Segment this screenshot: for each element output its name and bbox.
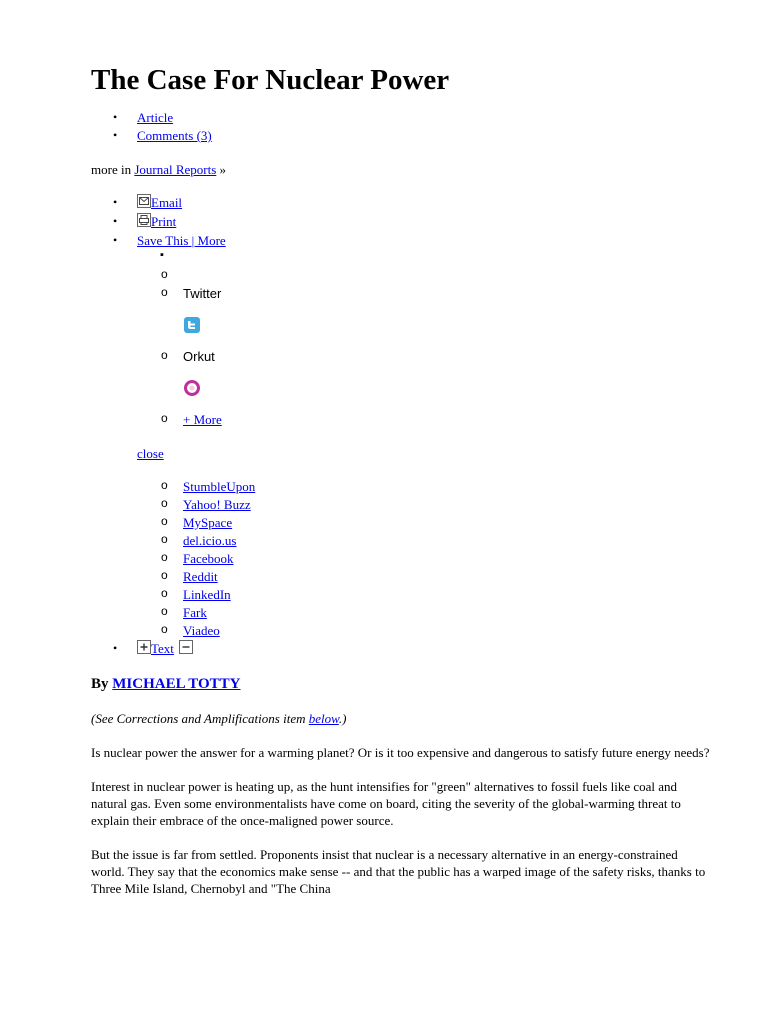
article-tools <box>91 194 711 659</box>
print-link[interactable]: Print <box>151 214 177 229</box>
share-facebook[interactable]: Facebook <box>183 551 234 566</box>
twitter-label: Twitter <box>183 286 222 301</box>
share-reddit[interactable]: Reddit <box>183 569 218 584</box>
text-increase-icon[interactable] <box>137 640 151 654</box>
body-paragraph-1: Is nuclear power the answer for a warming planet? Or is it too expensive and dangerous to satisfy future energy needs? <box>91 745 710 760</box>
text-size-link[interactable]: Text <box>151 641 174 656</box>
tab-comments[interactable]: Comments (3) <box>137 128 212 143</box>
article-page <box>91 62 711 897</box>
body-paragraph-2: Interest in nuclear power is heating up, as the hunt intensifies for "green" alternatives to fossil fuels like coal and natural gas. Even some environmentalists have come on board, citing the severity of the global-warming threat to explain their embrace of the once-maligned power source. <box>91 779 681 828</box>
save-this-link[interactable]: Save This | More <box>137 233 226 248</box>
journal-reports-link[interactable]: Journal Reports <box>134 162 217 177</box>
share-linkedin[interactable]: LinkedIn <box>183 587 231 602</box>
close-link[interactable]: close <box>137 446 164 461</box>
share-delicious[interactable]: del.icio.us <box>183 533 237 548</box>
share-yahoo-buzz[interactable]: Yahoo! Buzz <box>183 497 251 512</box>
correction-note: (See Corrections and Amplifications item below.) <box>91 711 347 726</box>
email-icon[interactable] <box>137 194 151 208</box>
share-stumbleupon[interactable]: StumbleUpon <box>183 479 256 494</box>
body-paragraph-3: But the issue is far from settled. Proponents insist that nuclear is a necessary alternative in an energy-constrained world. They say that the economics make sense -- and that the public has a warped image of the safety risks, thanks to Three Mile Island, Chernobyl and "The China <box>91 847 706 896</box>
share-fark[interactable]: Fark <box>183 605 207 620</box>
byline: By MICHAEL TOTTY <box>91 676 241 692</box>
share-empty-item <box>137 249 711 267</box>
email-link[interactable]: Email <box>151 195 183 210</box>
share-menu <box>137 249 711 429</box>
share-services-list <box>137 478 711 640</box>
share-more-link[interactable]: + More <box>183 412 222 427</box>
more-in-line: more in Journal Reports » <box>91 162 227 177</box>
share-viadeo[interactable]: Viadeo <box>183 623 220 638</box>
share-myspace[interactable]: MySpace <box>183 515 233 530</box>
text-decrease-icon[interactable] <box>179 640 193 654</box>
orkut-icon[interactable] <box>183 379 201 397</box>
share-orkut <box>137 348 711 397</box>
author-link[interactable]: MICHAEL TOTTY <box>112 676 241 692</box>
print-icon[interactable] <box>137 213 151 227</box>
twitter-icon[interactable] <box>183 316 201 334</box>
share-twitter <box>137 285 711 334</box>
tab-article[interactable]: Article <box>137 110 174 125</box>
share-empty-item <box>137 267 711 285</box>
article-title: The Case For Nuclear Power <box>91 64 450 96</box>
article-tabs <box>91 109 711 145</box>
orkut-label: Orkut <box>183 349 215 364</box>
correction-below-link[interactable]: below <box>308 711 339 726</box>
